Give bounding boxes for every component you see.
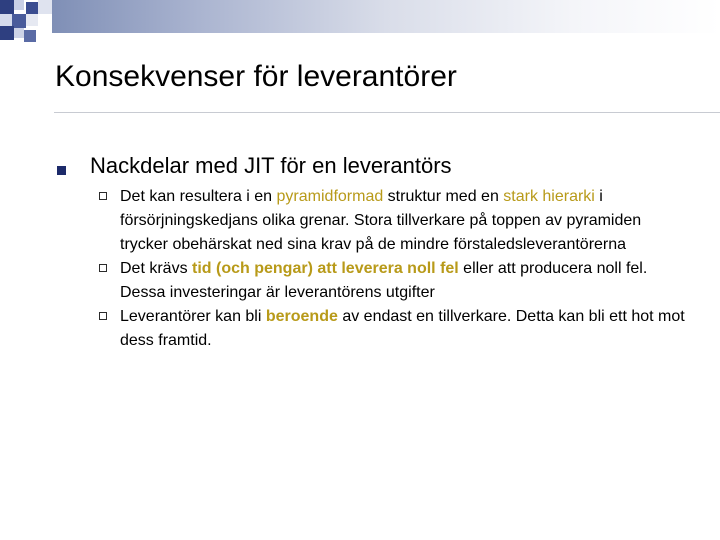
level1-bullet-text: Nackdelar med JIT för en leverantörs [90, 153, 452, 178]
text-segment: av endast en tillverkare. Detta kan bli ett hot mot dess framtid. [120, 308, 685, 349]
text-segment: i försörjningskedjans olika grenar. Stora tillverkare på toppen av pyramiden trycker obehärskat ned sina krav på de mindre förstaledsleverantörerna [120, 188, 642, 253]
hollow-square-bullet-icon [99, 192, 107, 200]
sub-bullet-item [99, 185, 689, 257]
sub-bullet-item [99, 305, 689, 353]
text-segment: Det krävs [120, 260, 193, 277]
hollow-square-bullet-icon [99, 264, 107, 272]
header-decoration [0, 0, 720, 60]
text-segment: struktur med en [383, 188, 504, 205]
highlight-segment: stark hierarki [503, 188, 595, 205]
header-gradient-band [52, 0, 720, 33]
title-divider [54, 112, 720, 113]
text-segment: Leverantörer kan bli [120, 308, 266, 325]
text-segment: eller att producera noll fel. Dessa investeringar är leverantörens utgifter [120, 260, 648, 301]
sub-bullet-list [99, 185, 689, 353]
highlight-segment: beroende [265, 308, 338, 325]
slide-title: Konsekvenser för leverantörer [55, 60, 457, 93]
hollow-square-bullet-icon [99, 312, 107, 320]
highlight-segment: pyramidformad [276, 188, 384, 205]
sub-bullet-item [99, 257, 689, 305]
square-bullet-icon [57, 166, 66, 175]
highlight-segment: tid (och pengar) att leverera noll fel [192, 260, 459, 277]
text-segment: Det kan resultera i en [120, 188, 277, 205]
